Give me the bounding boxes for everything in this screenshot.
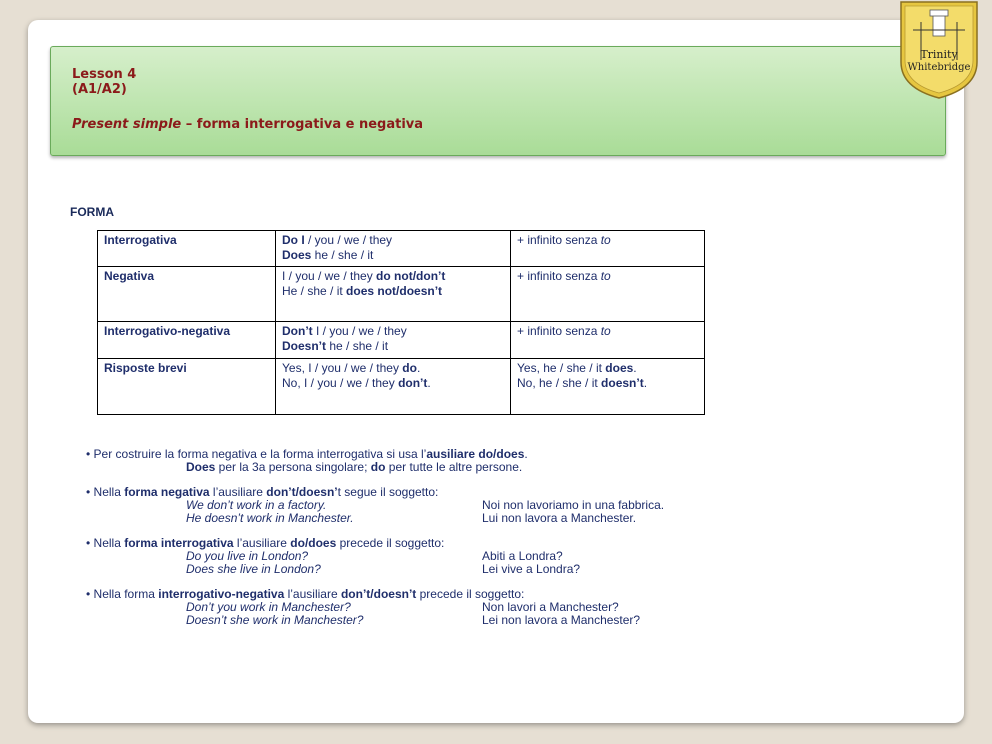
example-row: Doesn’t she work in Manchester? Lei non lavora a Manchester? [186,613,641,627]
example-row: Do you live in London? Abiti a Londra? [186,549,563,563]
example-row: Does she live in London? Lei vive a Londra? [186,562,581,576]
example-row: Don’t you work in Manchester? Non lavori a Manchester? [186,600,619,614]
row-rule: + infinito senza to [511,322,705,359]
example-row: We don’t work in a factory. Noi non lavoriamo in una fabbrica. [186,498,665,512]
row-form: Do I / you / we / they Does he / she / it [276,231,511,267]
row-label: Risposte brevi [98,359,276,415]
lesson-level: (A1/A2) [72,82,127,97]
notes [86,448,726,639]
forma-heading: FORMA [70,205,114,219]
note-paragraph: • Per costruire la forma negativa e la forma interrogativa si usa l’ausiliare do/does. Does per la 3a persona singolare; do per tutte le altre persone. [86,447,528,474]
note-paragraph: • Nella forma negativa l’ausiliare don’t/doesn’t segue il soggetto: We don’t work in a factory. Noi non lavoriamo in una fabbrica. He doesn’t work in Manchester. Lui non lavora a Manchester. [86,486,726,525]
row-label: Interrogativa [98,231,276,267]
lesson-title [72,67,136,97]
trinity-whitebridge-shield-logo [899,0,979,100]
table-row [98,359,705,415]
example-row: He doesn’t work in Manchester. Lui non lavora a Manchester. [186,511,637,525]
logo-line1: Trinity [920,48,958,61]
grammar-table [97,230,705,415]
subtitle-rest: – forma interrogativa e negativa [181,117,424,132]
row-rule: Yes, he / she / it does. No, he / she / it doesn’t. [511,359,705,415]
row-form: I / you / we / they do not/don’t He / she / it does not/doesn’t [276,267,511,322]
lesson-header [50,46,946,156]
note-paragraph: • Nella forma interrogativa l’ausiliare do/does precede il soggetto: Do you live in London? Abiti a Londra? Does she live in London? Lei vive a Londra? [86,537,726,576]
subtitle-italic: Present simple [72,117,182,132]
table-row [98,322,705,359]
row-form: Don’t I / you / we / they Doesn’t he / she / it [276,322,511,359]
row-label: Negativa [98,267,276,322]
row-form: Yes, I / you / we / they do. No, I / you / we / they don’t. [276,359,511,415]
row-label: Interrogativo-negativa [98,322,276,359]
table-row [98,267,705,322]
note-paragraph: • Nella forma interrogativo-negativa l’ausiliare don’t/doesn’t precede il soggetto: Don’t you work in Manchester? Non lavori a Manchester? Doesn’t she work in Manchester? Lei non lavora a Manchester? [86,588,726,627]
table-row [98,231,705,267]
logo-line2: Whitebridge [907,62,971,73]
row-rule: + infinito senza to [511,267,705,322]
lesson-number: Lesson 4 [72,67,137,82]
row-rule: + infinito senza to [511,231,705,267]
lesson-subtitle [72,117,423,132]
